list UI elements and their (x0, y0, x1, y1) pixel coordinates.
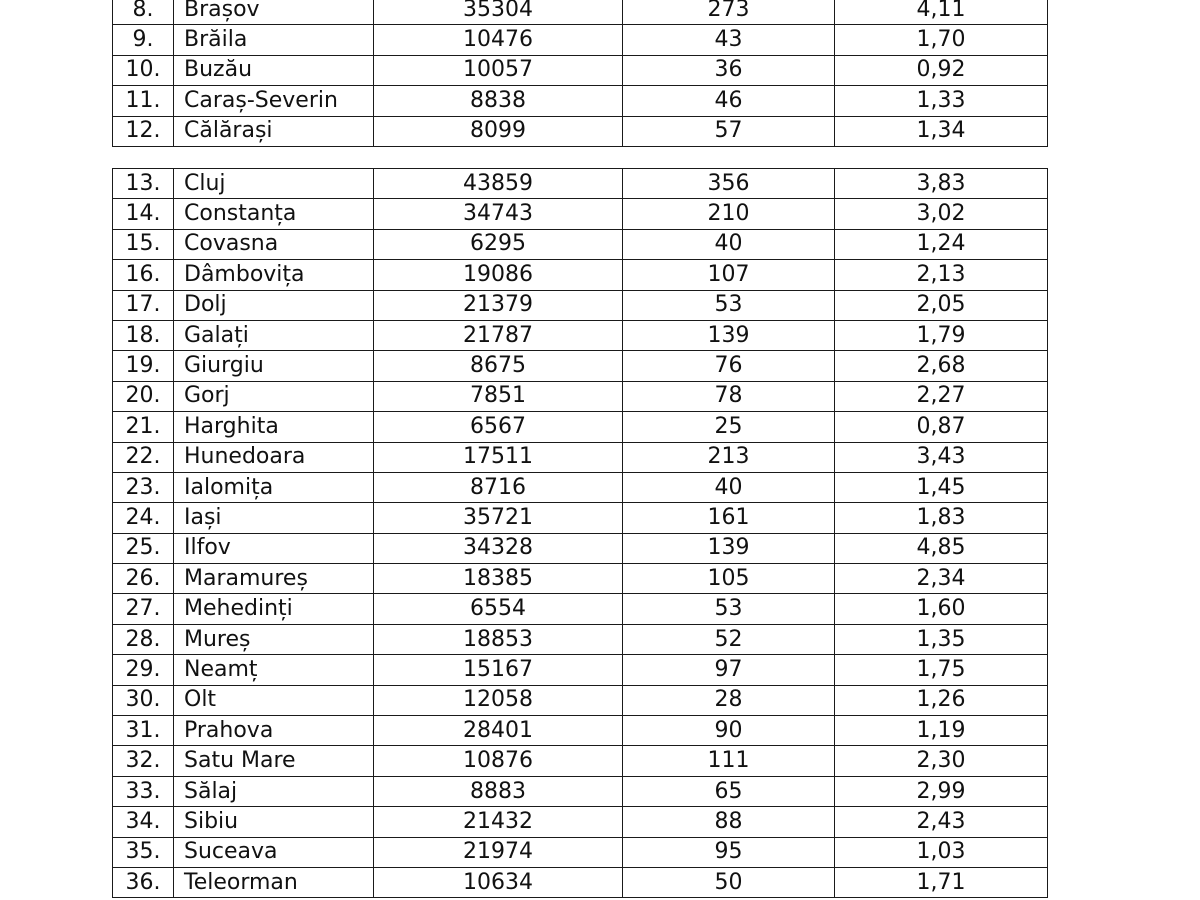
row-number: 15. (113, 229, 174, 259)
table-row (113, 594, 1048, 624)
row-number: 20. (113, 381, 174, 411)
county-name: Galați (174, 320, 374, 350)
row-number: 30. (113, 685, 174, 715)
value-col-2: 111 (623, 746, 835, 776)
value-col-3: 3,43 (835, 442, 1048, 472)
value-col-3: 1,19 (835, 716, 1048, 746)
table-row (113, 655, 1048, 685)
value-col-1: 8099 (374, 116, 623, 146)
value-col-3: 4,11 (835, 0, 1048, 25)
county-name: Satu Mare (174, 746, 374, 776)
row-number: 26. (113, 564, 174, 594)
row-number: 36. (113, 867, 174, 897)
value-col-3: 1,24 (835, 229, 1048, 259)
table-row (113, 867, 1048, 897)
county-name: Dâmbovița (174, 260, 374, 290)
value-col-1: 21974 (374, 837, 623, 867)
row-number: 12. (113, 116, 174, 146)
value-col-2: 52 (623, 624, 835, 654)
county-name: Iași (174, 503, 374, 533)
value-col-3: 1,35 (835, 624, 1048, 654)
value-col-2: 97 (623, 655, 835, 685)
county-name: Suceava (174, 837, 374, 867)
table-row (113, 0, 1048, 25)
value-col-3: 2,05 (835, 290, 1048, 320)
value-col-1: 19086 (374, 260, 623, 290)
value-col-1: 10476 (374, 25, 623, 55)
value-col-2: 356 (623, 169, 835, 199)
value-col-1: 12058 (374, 685, 623, 715)
value-col-1: 8716 (374, 472, 623, 502)
value-col-2: 25 (623, 412, 835, 442)
row-number: 32. (113, 746, 174, 776)
row-number: 27. (113, 594, 174, 624)
table-row (113, 776, 1048, 806)
row-number: 19. (113, 351, 174, 381)
county-name: Maramureș (174, 564, 374, 594)
table-row (113, 716, 1048, 746)
county-name: Hunedoara (174, 442, 374, 472)
table-row (113, 624, 1048, 654)
value-col-2: 53 (623, 290, 835, 320)
county-name: Neamț (174, 655, 374, 685)
value-col-3: 2,30 (835, 746, 1048, 776)
county-name: Ialomița (174, 472, 374, 502)
value-col-1: 43859 (374, 169, 623, 199)
table-row (113, 442, 1048, 472)
table-row (113, 25, 1048, 55)
value-col-3: 2,13 (835, 260, 1048, 290)
value-col-1: 10876 (374, 746, 623, 776)
county-name: Sibiu (174, 807, 374, 837)
county-name: Dolj (174, 290, 374, 320)
county-name: Caraș-Severin (174, 86, 374, 116)
value-col-1: 21787 (374, 320, 623, 350)
value-col-1: 21432 (374, 807, 623, 837)
value-col-2: 88 (623, 807, 835, 837)
county-name: Giurgiu (174, 351, 374, 381)
table-row (113, 290, 1048, 320)
value-col-1: 6567 (374, 412, 623, 442)
county-table-bottom (112, 168, 1048, 898)
county-name: Sălaj (174, 776, 374, 806)
county-name: Călărași (174, 116, 374, 146)
table-row (113, 55, 1048, 85)
value-col-2: 57 (623, 116, 835, 146)
value-col-3: 2,34 (835, 564, 1048, 594)
value-col-1: 18385 (374, 564, 623, 594)
value-col-3: 2,68 (835, 351, 1048, 381)
table-row (113, 199, 1048, 229)
row-number: 34. (113, 807, 174, 837)
value-col-2: 46 (623, 86, 835, 116)
value-col-2: 40 (623, 229, 835, 259)
county-name: Harghita (174, 412, 374, 442)
table-row (113, 116, 1048, 146)
value-col-3: 0,87 (835, 412, 1048, 442)
value-col-2: 90 (623, 716, 835, 746)
value-col-3: 2,99 (835, 776, 1048, 806)
value-col-2: 65 (623, 776, 835, 806)
value-col-2: 40 (623, 472, 835, 502)
row-number: 23. (113, 472, 174, 502)
value-col-3: 1,03 (835, 837, 1048, 867)
row-number: 22. (113, 442, 174, 472)
table-row (113, 412, 1048, 442)
value-col-3: 1,71 (835, 867, 1048, 897)
value-col-2: 139 (623, 320, 835, 350)
value-col-2: 95 (623, 837, 835, 867)
table-row (113, 533, 1048, 563)
value-col-2: 107 (623, 260, 835, 290)
value-col-1: 8883 (374, 776, 623, 806)
table-row (113, 381, 1048, 411)
value-col-3: 1,60 (835, 594, 1048, 624)
row-number: 10. (113, 55, 174, 85)
value-col-3: 3,02 (835, 199, 1048, 229)
table-row (113, 229, 1048, 259)
value-col-3: 1,75 (835, 655, 1048, 685)
table-row (113, 746, 1048, 776)
value-col-1: 6554 (374, 594, 623, 624)
table-row (113, 807, 1048, 837)
value-col-1: 34743 (374, 199, 623, 229)
value-col-1: 35304 (374, 0, 623, 25)
value-col-3: 1,26 (835, 685, 1048, 715)
value-col-2: 76 (623, 351, 835, 381)
value-col-1: 7851 (374, 381, 623, 411)
value-col-1: 6295 (374, 229, 623, 259)
row-number: 17. (113, 290, 174, 320)
county-name: Brăila (174, 25, 374, 55)
county-name: Teleorman (174, 867, 374, 897)
row-number: 24. (113, 503, 174, 533)
value-col-2: 105 (623, 564, 835, 594)
value-col-1: 15167 (374, 655, 623, 685)
value-col-2: 210 (623, 199, 835, 229)
value-col-1: 21379 (374, 290, 623, 320)
row-number: 31. (113, 716, 174, 746)
county-name: Brașov (174, 0, 374, 25)
table-row (113, 685, 1048, 715)
row-number: 11. (113, 86, 174, 116)
row-number: 16. (113, 260, 174, 290)
row-number: 14. (113, 199, 174, 229)
value-col-1: 35721 (374, 503, 623, 533)
row-number: 28. (113, 624, 174, 654)
row-number: 18. (113, 320, 174, 350)
county-name: Olt (174, 685, 374, 715)
county-name: Mureș (174, 624, 374, 654)
table-row (113, 564, 1048, 594)
county-name: Constanța (174, 199, 374, 229)
county-name: Mehedinți (174, 594, 374, 624)
row-number: 21. (113, 412, 174, 442)
table-row (113, 320, 1048, 350)
value-col-2: 28 (623, 685, 835, 715)
value-col-1: 17511 (374, 442, 623, 472)
value-col-3: 1,34 (835, 116, 1048, 146)
value-col-3: 1,70 (835, 25, 1048, 55)
value-col-2: 43 (623, 25, 835, 55)
county-name: Prahova (174, 716, 374, 746)
value-col-2: 161 (623, 503, 835, 533)
value-col-3: 2,27 (835, 381, 1048, 411)
table-row (113, 351, 1048, 381)
table-row (113, 169, 1048, 199)
value-col-3: 1,83 (835, 503, 1048, 533)
county-name: Covasna (174, 229, 374, 259)
row-number: 13. (113, 169, 174, 199)
value-col-3: 1,33 (835, 86, 1048, 116)
value-col-3: 3,83 (835, 169, 1048, 199)
value-col-2: 273 (623, 0, 835, 25)
value-col-2: 36 (623, 55, 835, 85)
row-number: 8. (113, 0, 174, 25)
value-col-1: 8675 (374, 351, 623, 381)
value-col-2: 213 (623, 442, 835, 472)
county-name: Ilfov (174, 533, 374, 563)
value-col-3: 0,92 (835, 55, 1048, 85)
value-col-1: 34328 (374, 533, 623, 563)
value-col-2: 139 (623, 533, 835, 563)
value-col-1: 18853 (374, 624, 623, 654)
table-row (113, 503, 1048, 533)
value-col-3: 1,45 (835, 472, 1048, 502)
county-name: Cluj (174, 169, 374, 199)
value-col-3: 1,79 (835, 320, 1048, 350)
row-number: 29. (113, 655, 174, 685)
value-col-1: 8838 (374, 86, 623, 116)
value-col-3: 2,43 (835, 807, 1048, 837)
table-row (113, 837, 1048, 867)
table-row (113, 260, 1048, 290)
table-row (113, 472, 1048, 502)
value-col-2: 50 (623, 867, 835, 897)
table-row (113, 86, 1048, 116)
value-col-3: 4,85 (835, 533, 1048, 563)
county-name: Gorj (174, 381, 374, 411)
row-number: 33. (113, 776, 174, 806)
row-number: 35. (113, 837, 174, 867)
value-col-1: 28401 (374, 716, 623, 746)
county-table-top (112, 0, 1048, 147)
value-col-2: 78 (623, 381, 835, 411)
value-col-1: 10057 (374, 55, 623, 85)
value-col-2: 53 (623, 594, 835, 624)
county-name: Buzău (174, 55, 374, 85)
row-number: 9. (113, 25, 174, 55)
value-col-1: 10634 (374, 867, 623, 897)
row-number: 25. (113, 533, 174, 563)
